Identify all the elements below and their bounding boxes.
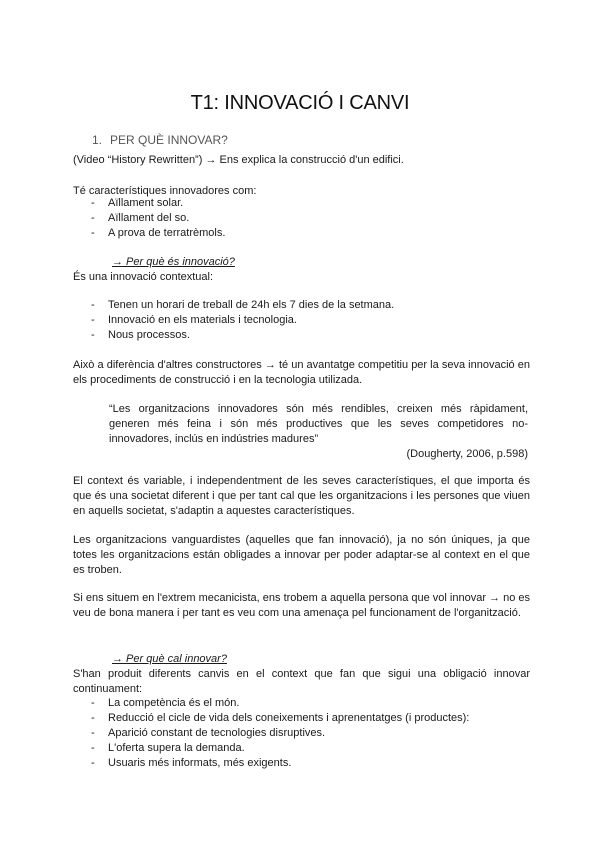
intro-paragraph: (Video “History Rewritten”) → Ens explica la construcció d'un edifici. (73, 154, 404, 166)
list-item: - Innovació en els materials i tecnologia. (91, 314, 297, 326)
section-number: 1. (92, 133, 103, 147)
contextual-list (91, 298, 394, 343)
list-item: - Reducció el cicle de vida dels coneixements i aprenentatges (i productes): (91, 712, 470, 724)
vanguard-paragraph: Les organitzacions vanguardistes (aquelles que fan innovació), ja no són úniques, ja que totes les organitzacions están obligades a innovar per poder adaptar-se al context en el que es troben. (73, 534, 530, 576)
list-item: - Aïllament solar. (91, 197, 184, 209)
changes-intro-paragraph: S'han produit diferents canvis en el context que fan que sigui una obligació innovar continuament: (73, 668, 530, 695)
quote-citation: (Dougherty, 2006, p.598) (406, 448, 528, 460)
competitive-paragraph: Això a diferència d'altres constructores → té un avantatge competitiu per la seva innovació en els procediments de construcció i en la tecnologia utilizada. (73, 359, 530, 386)
section-heading-text: PER QUÈ INNOVAR? (110, 133, 228, 147)
section-heading (92, 133, 228, 148)
subheading-why-innovation: → Per què és innovació? (112, 256, 235, 268)
mechanicist-paragraph: Si ens situem en l'extrem mecanicista, ens trobem a aquella persona que vol innovar → no es veu de bona manera i per tant es veu com una amenaça pel funcionament de l'organització. (73, 592, 531, 619)
list-item: - Usuaris més informats, més exigents. (91, 757, 292, 769)
block-quote: “Les organitzacions innovadores són més rendibles, creixen més ràpidament, generen més feina i són més productives que les seves competidores no-innovadores, inclús en indústries madures” (109, 403, 528, 445)
list-item: - Tenen un horari de treball de 24h els 7 dies de la setmana. (91, 299, 395, 311)
list-item: - La competència és el món. (91, 697, 240, 709)
list-item: - Aïllament del so. (91, 212, 190, 224)
list-item: - Aparició constant de tecnologies disruptives. (91, 727, 326, 739)
list-item: - Nous processos. (91, 329, 190, 341)
page-title: T1: INNOVACIÓ I CANVI (190, 92, 410, 114)
list-item: - A prova de terratrèmols. (91, 227, 226, 239)
characteristics-intro: Té característiques innovadores com: (73, 185, 257, 197)
contextual-paragraph: És una innovació contextual: (73, 271, 214, 283)
subheading-why-needed: → Per què cal innovar? (112, 653, 227, 665)
characteristics-list (91, 196, 225, 241)
list-item: - L'oferta supera la demanda. (91, 742, 245, 754)
changes-list (91, 696, 469, 771)
context-paragraph: El context és variable, i independentment de les seves característiques, el que importa és que és una societat diferent i que per tant cal que les organitzacions i les persones que viuen en aquells societat, s'adaptin a aquestes característiques. (73, 475, 530, 517)
